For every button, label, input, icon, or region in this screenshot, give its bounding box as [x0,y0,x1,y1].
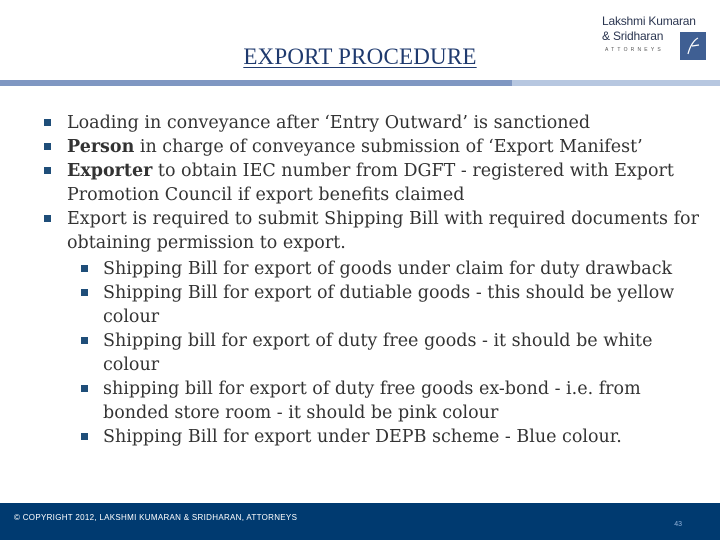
header-rule [0,80,720,86]
sub-bullet-text: Shipping Bill for export of dutiable goods - this should be yellow colour [103,283,675,327]
sub-bullet-item [81,257,704,281]
copyright-notice: © COPYRIGHT 2012, LAKSHMI KUMARAN & SRIDHARAN, ATTORNEYS [14,513,298,522]
page-number: 43 [674,521,682,528]
sub-bullet-item [81,425,704,449]
header-rule-light [512,80,720,86]
bullet-item [44,207,704,449]
square-bullet-icon [44,215,51,222]
header-rule-dark [0,80,512,86]
sub-bullet-item [81,377,704,425]
bullet-text: in charge of conveyance submission of ‘Export Manifest’ [134,137,643,157]
square-bullet-icon [81,289,88,296]
slide-footer [0,503,720,540]
square-bullet-icon [81,385,88,392]
sub-bullet-text: Shipping bill for export of duty free goods - it should be white colour [103,331,653,375]
sub-bullet-item [81,281,704,329]
sub-bullet-list [81,257,704,449]
logo-line-2: & Sridharan [602,29,664,43]
sub-bullet-text: Shipping Bill for export of goods under claim for duty drawback [103,259,673,279]
sub-bullet-item [81,329,704,377]
bullet-item [44,135,704,159]
slide-title: EXPORT PROCEDURE [243,44,477,69]
bullet-text: Loading in conveyance after ‘Entry Outward’ is sanctioned [67,113,591,133]
bullet-bold-text: Exporter [67,161,153,181]
bullet-item [44,159,704,207]
sub-bullet-text: shipping bill for export of duty free goods ex-bond - i.e. from bonded store room - it should be pink colour [103,379,641,423]
square-bullet-icon [81,433,88,440]
bullet-item [44,111,704,135]
bullet-bold-text: Person [67,137,135,157]
sub-bullet-text: Shipping Bill for export under DEPB scheme - Blue colour. [103,427,622,447]
logo-mark-icon [680,32,706,60]
logo-tagline: ATTORNEYS [605,47,664,53]
square-bullet-icon [44,119,51,126]
square-bullet-icon [81,265,88,272]
bullet-text: Export is required to submit Shipping Bill with required documents for obtaining permission to export. [67,209,699,253]
slide-header [0,0,720,90]
firm-logo [602,14,712,62]
square-bullet-icon [44,167,51,174]
bullet-text: to obtain IEC number from DGFT - registered with Export Promotion Council if export benefits claimed [67,161,674,205]
square-bullet-icon [81,337,88,344]
bullet-list [44,111,704,449]
logo-line-1: Lakshmi Kumaran [602,14,696,28]
square-bullet-icon [44,143,51,150]
slide-content [44,111,704,449]
